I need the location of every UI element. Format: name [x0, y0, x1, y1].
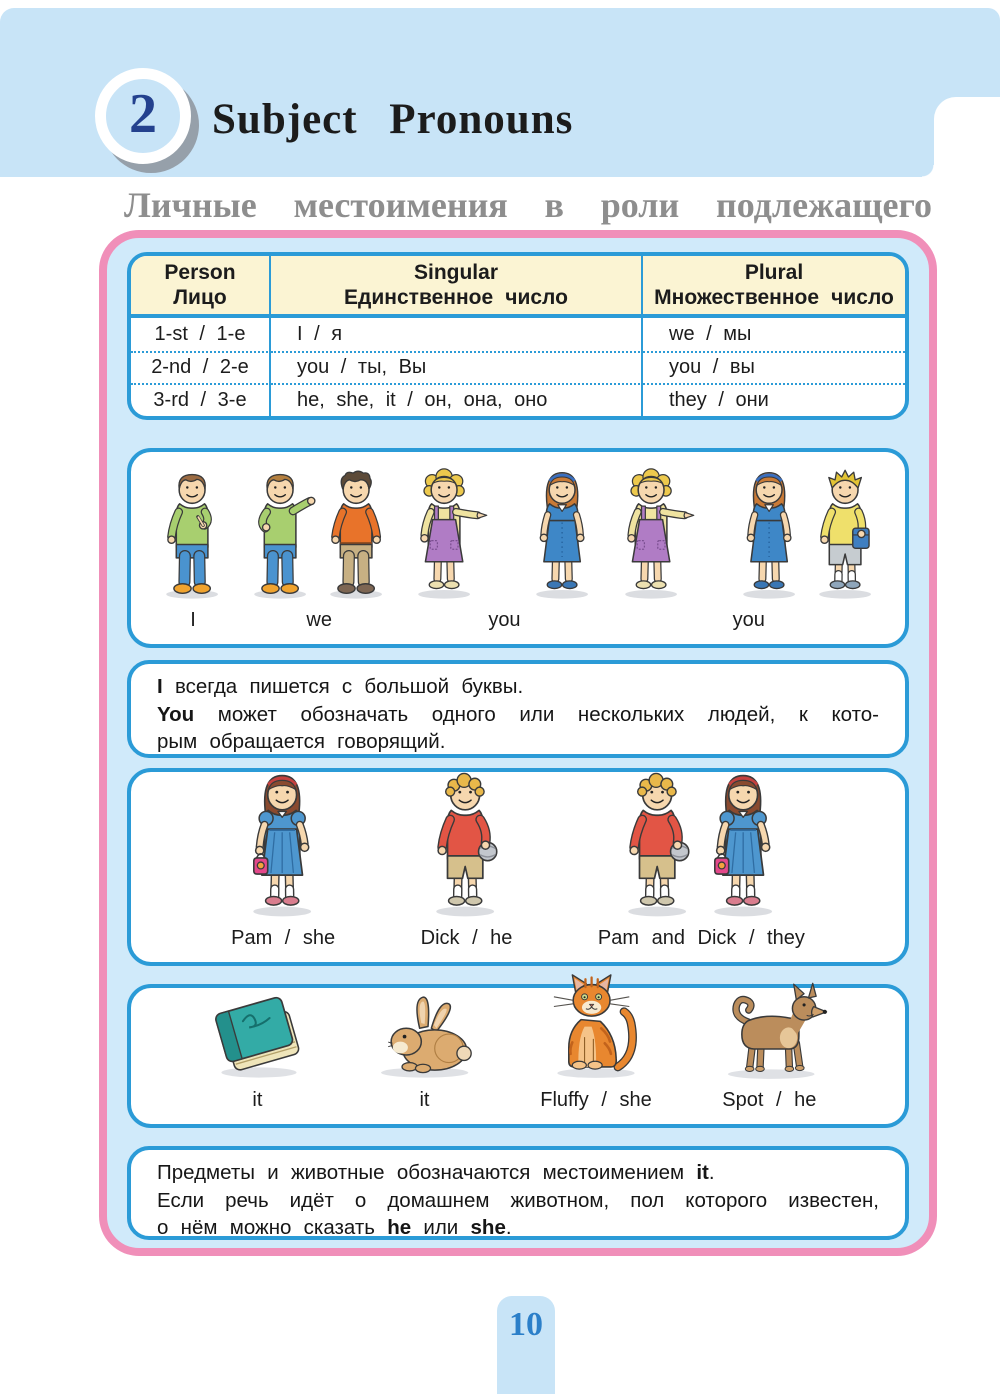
table-cell-singular: you / ты, Вы — [271, 351, 643, 384]
figure-boy-orange-illustration — [313, 465, 401, 601]
page-number: 10 — [509, 1306, 543, 1343]
banner-corner-fillet — [922, 165, 934, 177]
panel-item — [237, 460, 401, 636]
panel-item — [206, 996, 309, 1116]
page-title: Subject Pronouns — [212, 96, 574, 143]
chapter-badge — [95, 68, 191, 164]
figure-rabbit-illustration — [366, 993, 483, 1081]
table-header-person-ru: Лицо — [173, 286, 227, 309]
examples-panel-things-animals — [127, 984, 909, 1128]
table-cell-singular: I / я — [271, 318, 643, 351]
table-header-plural — [643, 256, 905, 318]
figure-group — [401, 465, 607, 601]
panel-item — [366, 996, 483, 1116]
table-header-person — [131, 256, 271, 318]
chapter-number: 2 — [129, 83, 157, 145]
content-frame — [99, 230, 937, 1256]
figure-group — [237, 465, 401, 601]
panel-item — [231, 780, 335, 954]
figure-gap — [489, 597, 519, 601]
panel-item — [417, 780, 515, 954]
note-box-it-he-she — [127, 1146, 909, 1240]
figure-girl-blue-dress-illustration — [519, 465, 607, 601]
table-header-plural-ru: Множественное число — [654, 286, 894, 309]
note-text-segment: . — [708, 1161, 715, 1184]
figure-cat-illustration — [546, 967, 647, 1081]
panel-item — [709, 996, 830, 1116]
note-line — [157, 701, 879, 729]
figure-group — [609, 767, 794, 919]
figure-dick-illustration — [417, 767, 515, 919]
figure-boy-yellow-illustration — [802, 465, 890, 601]
page-number-tab — [497, 1296, 555, 1394]
note-line — [157, 728, 879, 756]
table-cell-person: 2-nd / 2-e — [131, 351, 271, 384]
figure-group — [546, 967, 647, 1081]
table-cell-singular: he, she, it / он, она, оно — [271, 383, 643, 416]
note-line — [157, 1187, 879, 1215]
figure-label: Dick / he — [420, 927, 513, 949]
note-text-segment: . — [505, 1216, 512, 1239]
figure-group — [608, 465, 890, 601]
figure-pam-illustration — [695, 767, 793, 919]
figure-label: Pam / she — [231, 927, 336, 949]
note-line — [157, 673, 879, 701]
figure-pam-illustration — [234, 767, 332, 919]
table-header-singular-ru: Единственное число — [344, 286, 568, 309]
figure-label: it — [252, 1089, 263, 1111]
figure-label: you — [488, 609, 521, 631]
panel-item — [540, 996, 651, 1116]
table-cell-plural: they / они — [643, 383, 905, 416]
figure-dick-illustration — [609, 767, 707, 919]
panel-item — [598, 780, 805, 954]
note-text-segment: может обозначать одного или нескольких людей, к кото- — [194, 702, 879, 726]
figure-girl-pointing-illustration — [608, 465, 696, 601]
figure-dog-illustration — [709, 979, 830, 1081]
figure-boy-green-illustration — [237, 465, 325, 601]
figure-label: it — [419, 1089, 430, 1111]
figure-group — [366, 993, 483, 1081]
table-cell-person: 3-rd / 3-e — [131, 383, 271, 416]
figure-girl-blue-dress-illustration — [726, 465, 814, 601]
note-text-segment: или — [411, 1216, 471, 1239]
banner-corner-notch — [934, 97, 1000, 177]
figure-book-illustration — [206, 987, 309, 1081]
figure-girl-pointing-illustration — [401, 465, 489, 601]
panel-item — [149, 460, 237, 636]
panel-item — [401, 460, 607, 636]
figure-gap — [696, 597, 726, 601]
figure-group — [206, 987, 309, 1081]
table-cell-plural: we / мы — [669, 322, 752, 345]
panel-item — [608, 460, 890, 636]
table-header-singular — [271, 256, 643, 318]
note-text-segment: рым обращается говорящий. — [157, 730, 446, 753]
note-text-segment: he — [387, 1216, 412, 1239]
examples-panel-people — [127, 768, 909, 966]
figure-label: Pam and Dick / they — [597, 927, 805, 949]
page-subtitle: Личные местоимения в роли подлежащего — [124, 185, 932, 225]
figure-label: you — [732, 609, 765, 631]
figure-group — [417, 767, 515, 919]
figure-boy-pointing-self-illustration — [149, 465, 237, 601]
note-text-segment: о нём можно сказать — [157, 1216, 388, 1239]
figure-group — [709, 979, 830, 1081]
table-cell-plural: you / вы — [643, 351, 905, 384]
pronoun-table — [127, 252, 909, 420]
note-text-segment: it — [696, 1161, 709, 1184]
figure-label: I — [190, 609, 196, 631]
table-header-person-en: Person — [164, 261, 236, 284]
figure-label: Spot / he — [722, 1089, 817, 1111]
table-cell-person: 1-st / 1-e — [131, 318, 271, 351]
table-header-singular-en: Singular — [413, 261, 498, 284]
figure-label: we — [306, 609, 332, 631]
note-text-segment: всегда пишется с большой буквы. — [162, 675, 524, 698]
figure-group — [149, 465, 237, 601]
note-text-segment: she — [470, 1216, 506, 1239]
note-text-segment: You — [157, 702, 195, 726]
note-text-segment: Предметы и животные обозначаются местоимением — [157, 1161, 697, 1184]
note-box-capitalization — [127, 660, 909, 758]
figure-label: Fluffy / she — [540, 1089, 652, 1111]
note-text-segment: Если речь идёт о домашнем животном, пол которого известен, — [157, 1188, 879, 1212]
note-text-segment: I — [157, 675, 163, 698]
figure-group — [234, 767, 332, 919]
note-line — [157, 1214, 879, 1242]
examples-panel-pronouns — [127, 448, 909, 648]
note-line — [157, 1159, 879, 1187]
table-header-plural-en: Plural — [744, 261, 804, 284]
